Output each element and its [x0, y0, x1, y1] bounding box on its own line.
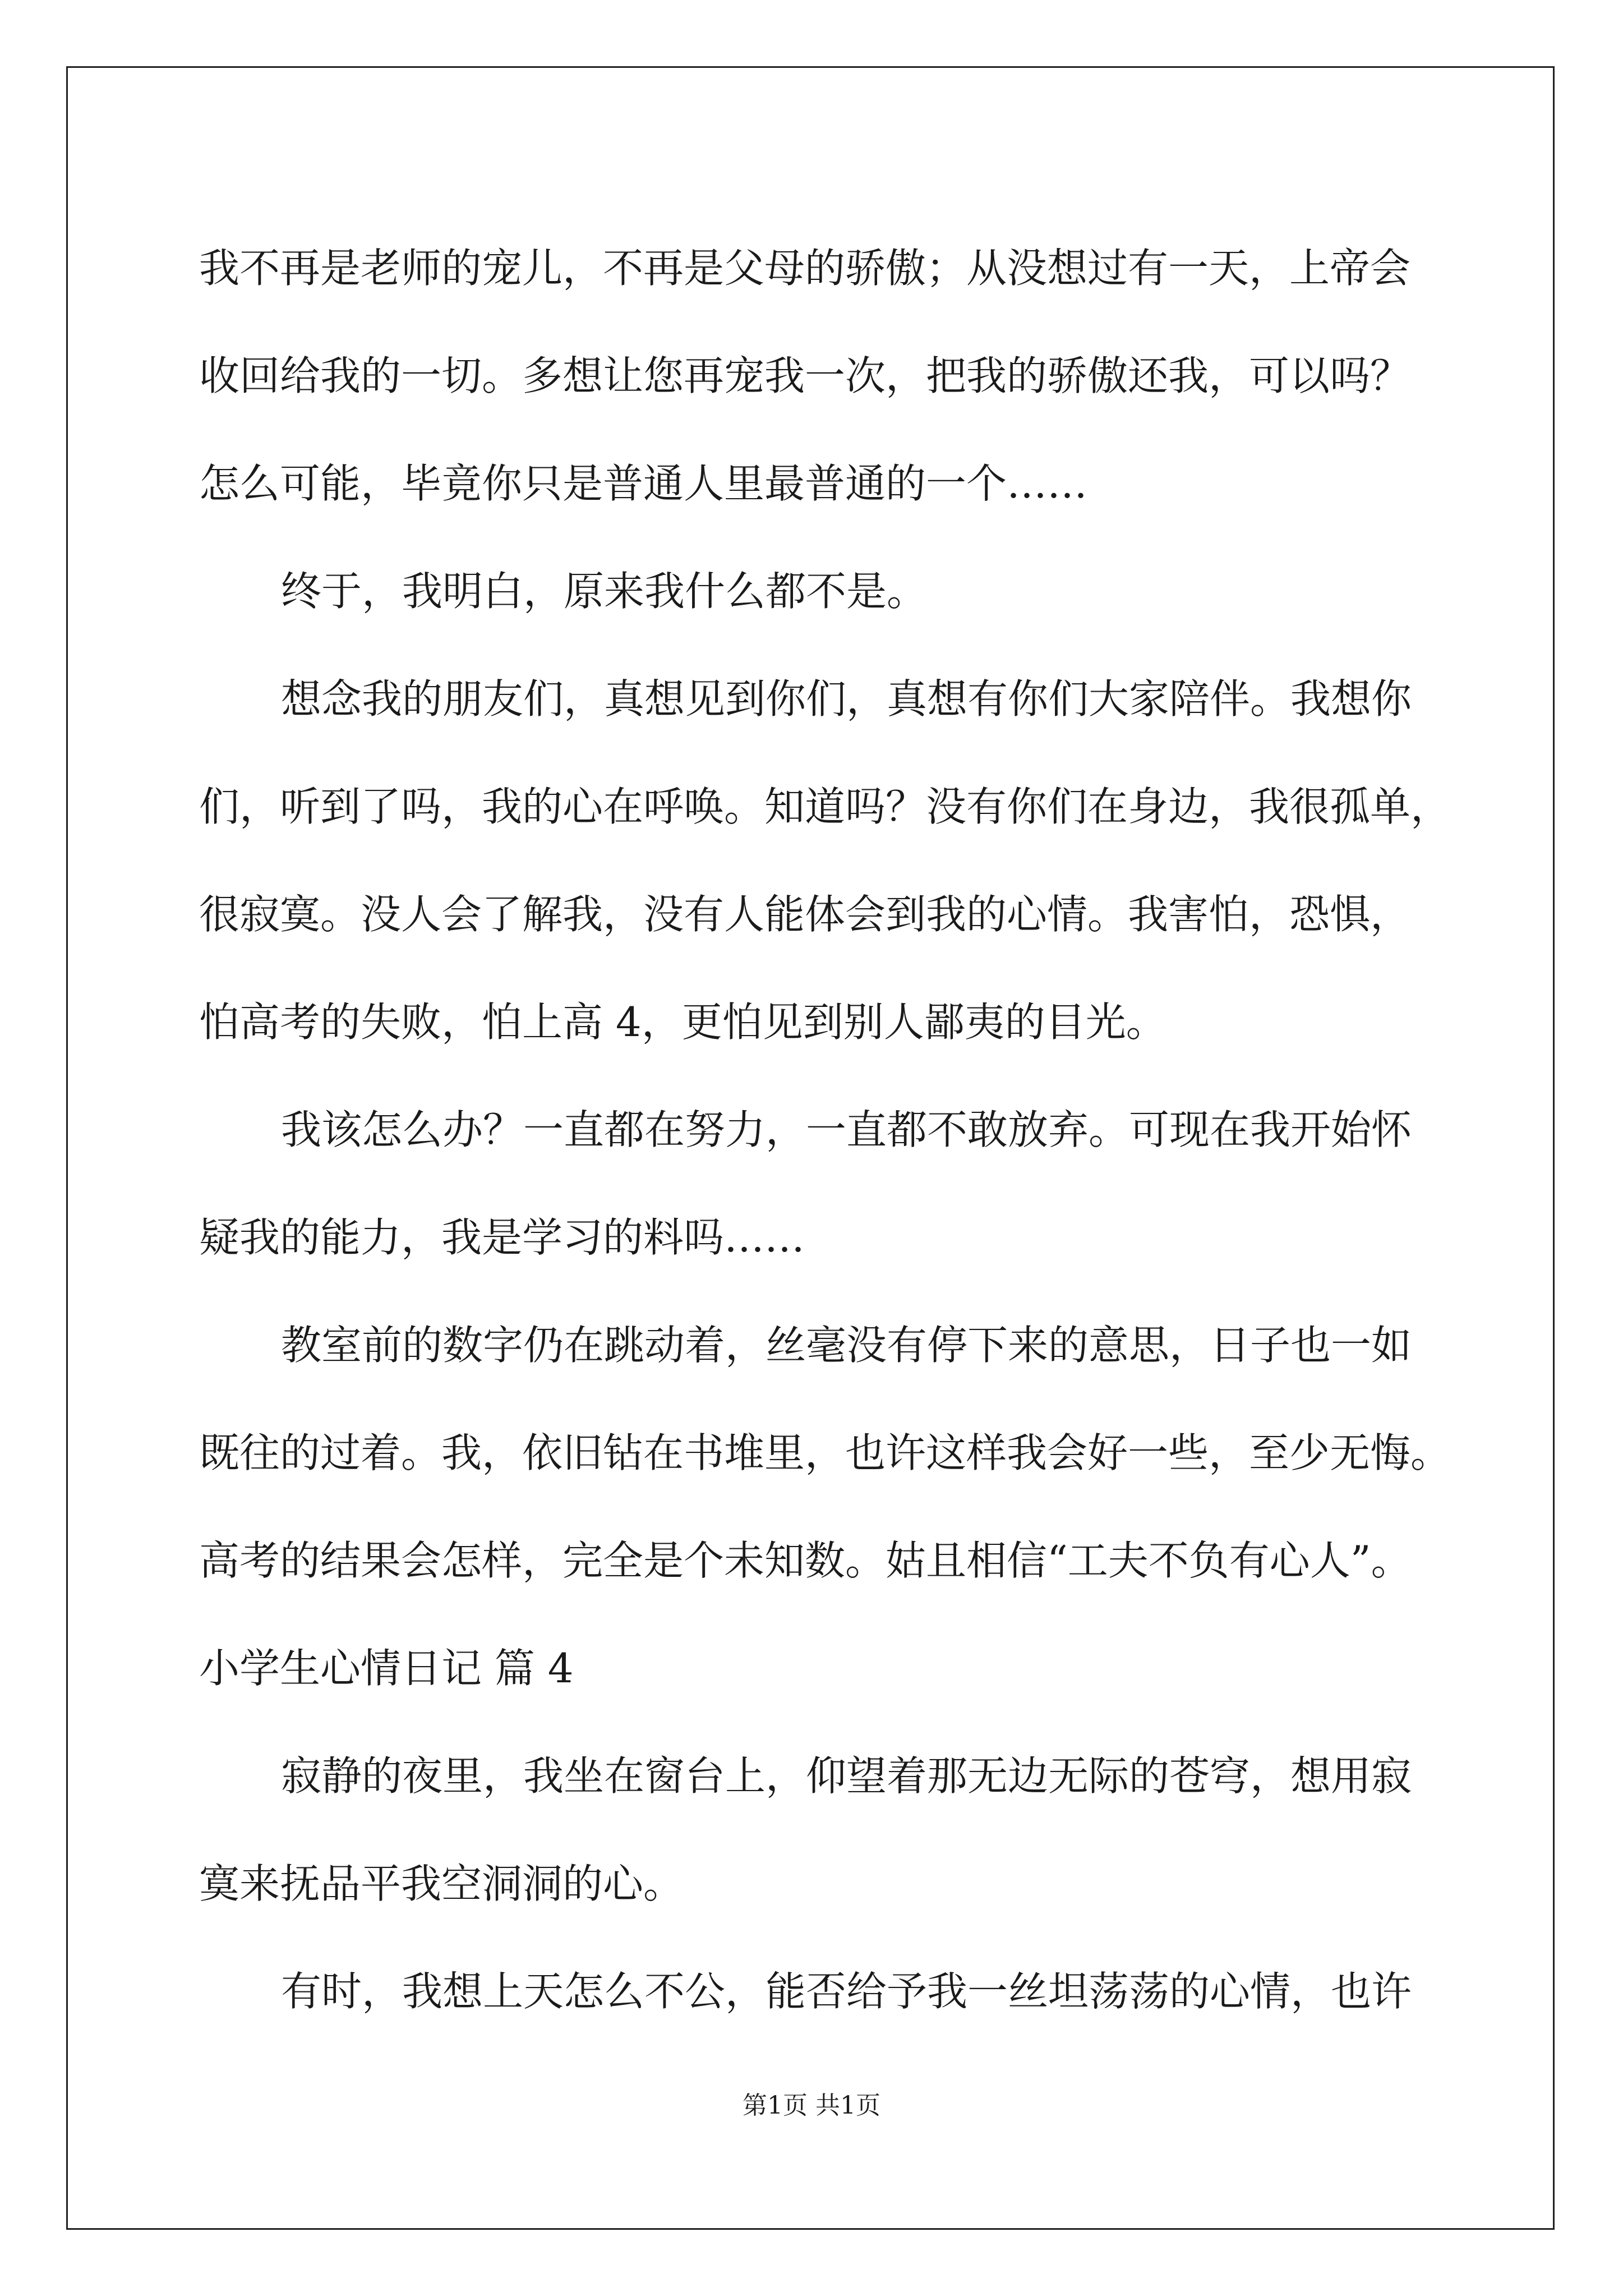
document-body: [199, 214, 1451, 2045]
paragraph-start: 教室前的数字仍在跳动着，丝毫没有停下来的意思，日子也一如: [281, 1322, 1412, 1369]
text-line: 高考的结果会怎样，完全是个未知数。姑且相信“工夫不负有心人”。: [199, 1537, 1412, 1584]
text-line: 很寂寞。没人会了解我，没有人能体会到我的心情。我害怕，恐惧，: [199, 891, 1411, 938]
text-line: 怎么可能，毕竟你只是普通人里最普通的一个……: [199, 460, 1088, 507]
paragraph-start: 有时，我想上天怎么不公，能否给予我一丝坦荡荡的心情，也许: [281, 1968, 1412, 2015]
paragraph-start: 我该怎么办？一直都在努力，一直都不敢放弃。可现在我开始怀: [281, 1106, 1412, 1153]
text-line: 怕高考的失败，怕上高 4，更怕见到别人鄙夷的目光。: [199, 999, 1166, 1046]
paragraph-start: 想念我的朋友们，真想见到你们，真想有你们大家陪伴。我想你: [281, 675, 1412, 723]
text-line: 我不再是老师的宠儿，不再是父母的骄傲；从没想过有一天，上帝会: [199, 245, 1411, 292]
text-line: 疑我的能力，我是学习的料吗……: [199, 1214, 805, 1261]
text-line: 既往的过着。我，依旧钻在书堆里，也许这样我会好一些，至少无悔。: [199, 1429, 1451, 1476]
text-line: 寞来抚品平我空洞洞的心。: [199, 1860, 684, 1907]
paragraph-start: 终于，我明白，原来我什么都不是。: [281, 568, 928, 615]
page-footer: 第1页 共1页: [743, 2091, 880, 2120]
paragraph-start: 寂静的夜里，我坐在窗台上，仰望着那无边无际的苍穹，想用寂: [281, 1752, 1412, 1800]
text-line: 收回给我的一切。多想让您再宠我一次，把我的骄傲还我，可以吗？: [199, 352, 1411, 399]
text-line: 们，听到了吗，我的心在呼唤。知道吗？没有你们在身边，我很孤单，: [199, 783, 1451, 830]
section-heading: 小学生心情日记 篇 4: [199, 1645, 574, 1692]
